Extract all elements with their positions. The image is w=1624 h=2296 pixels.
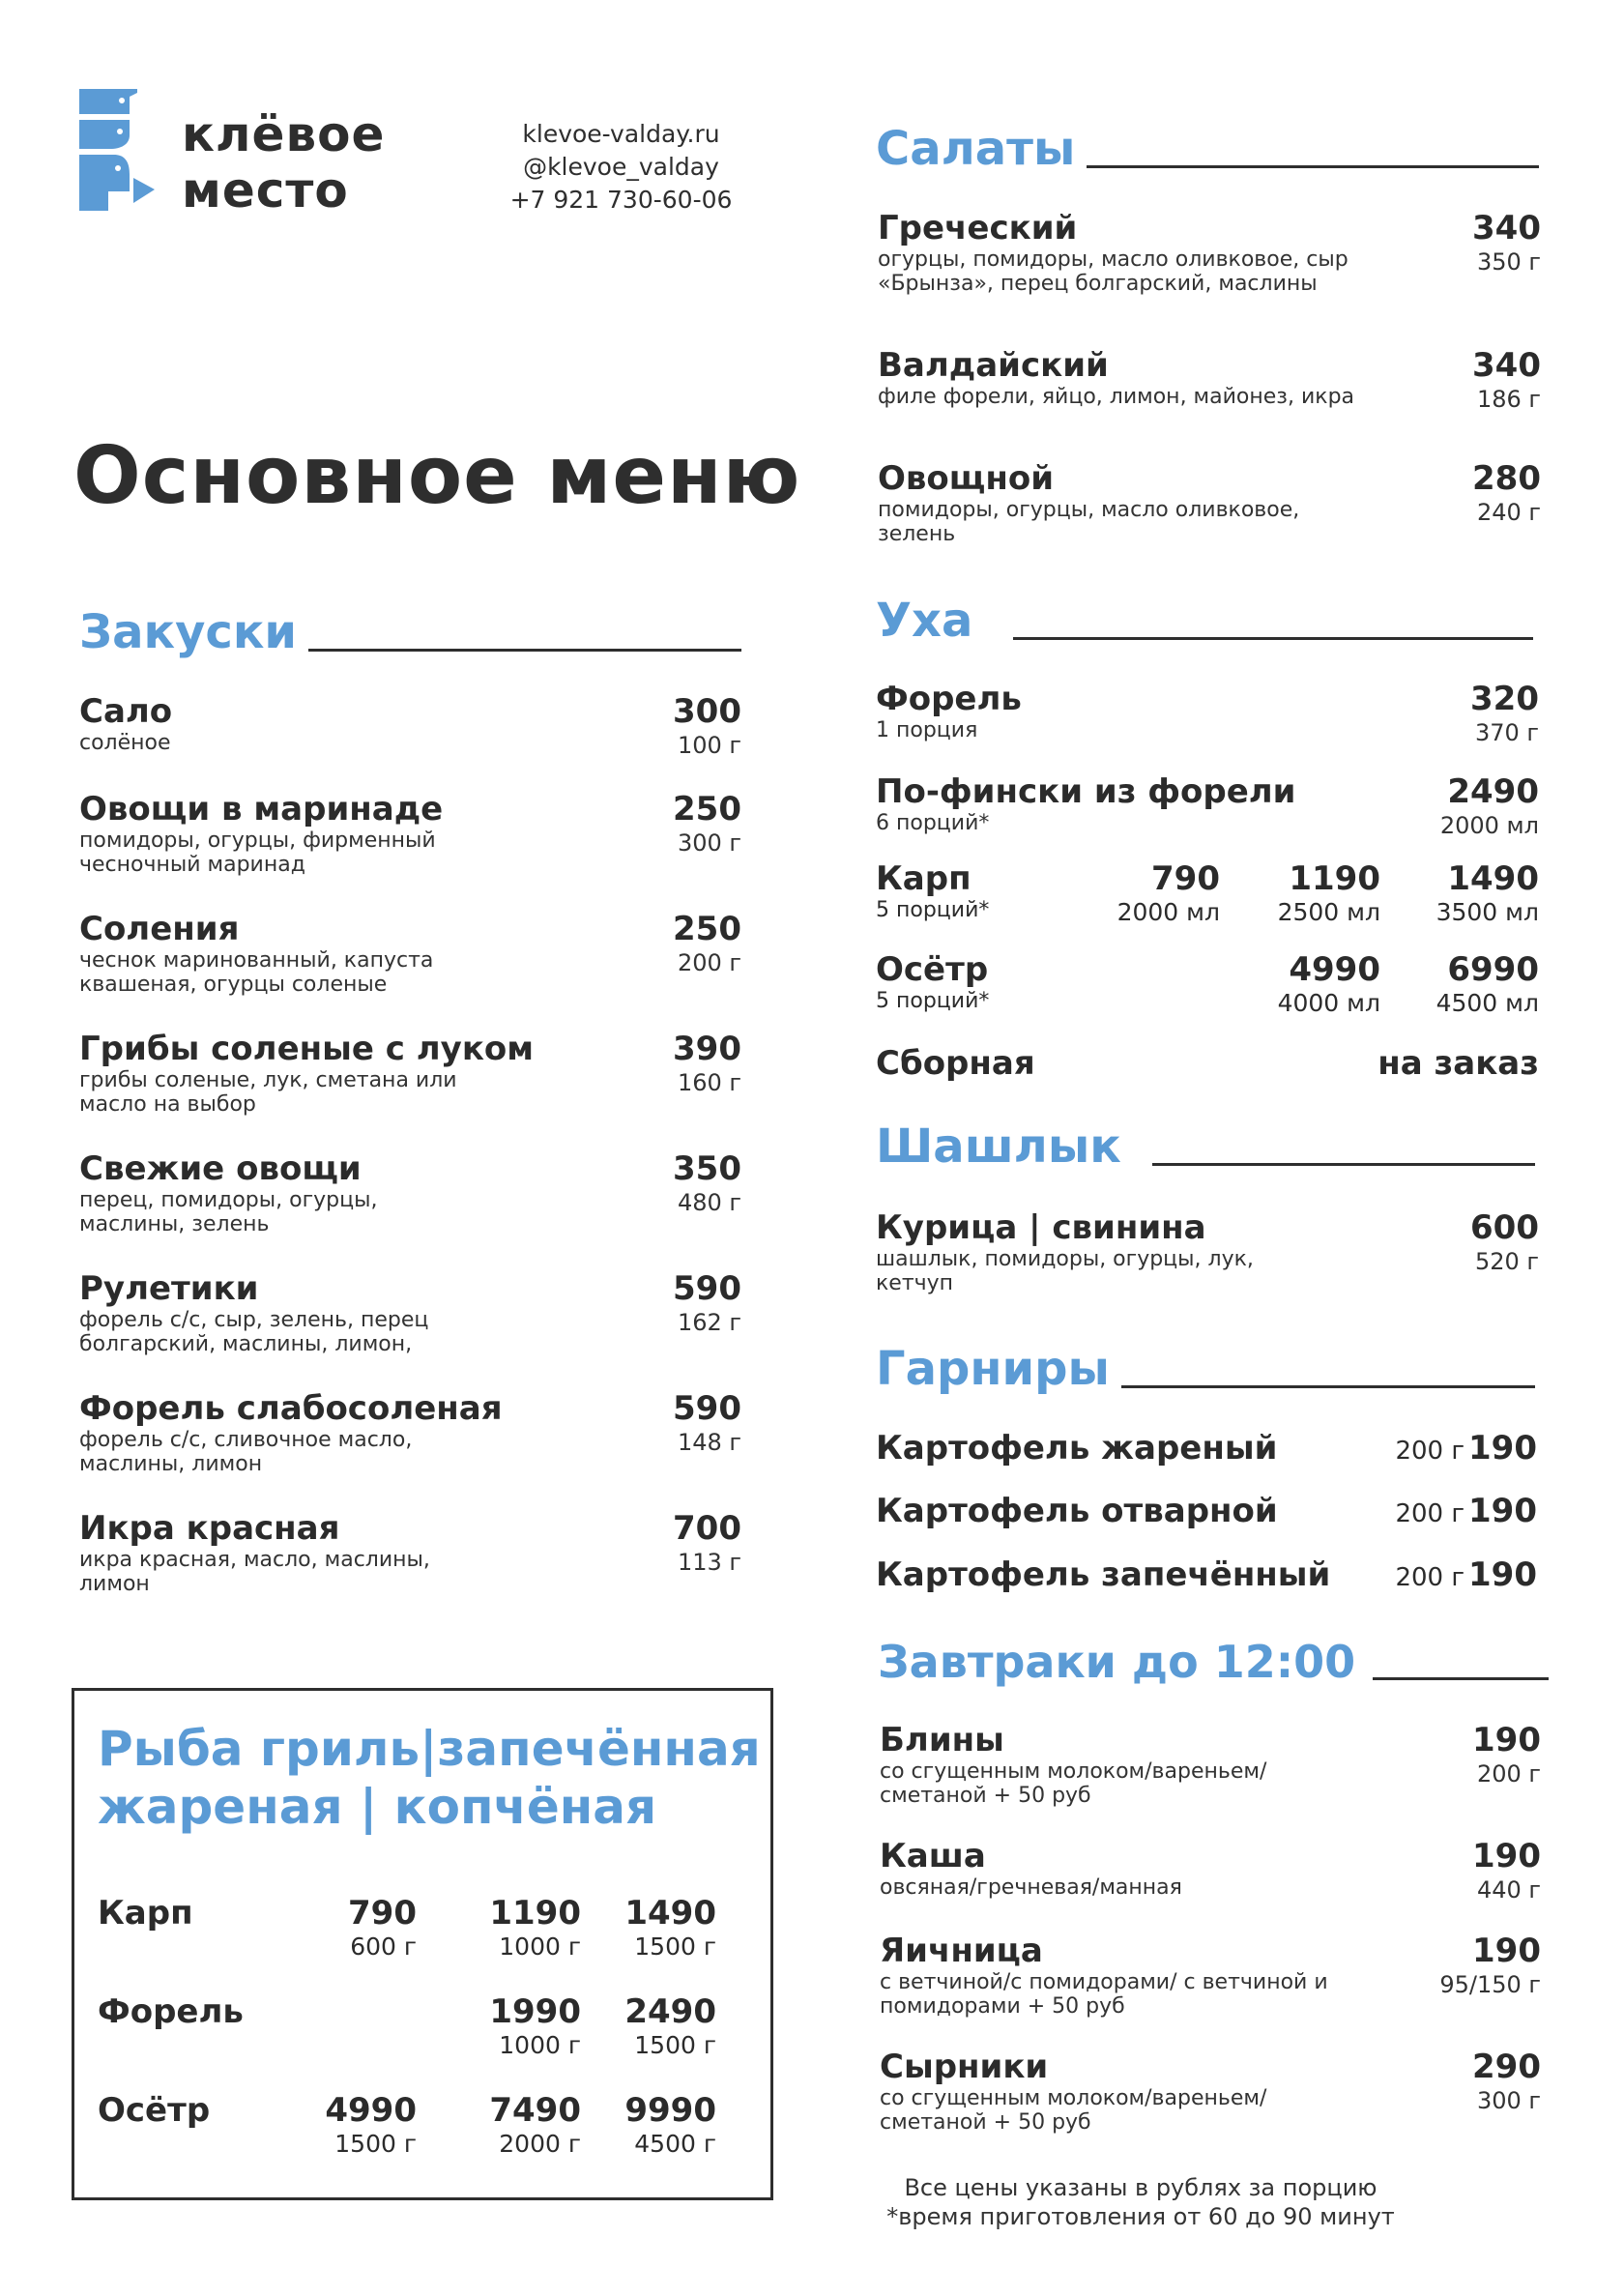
item-name: Карп (876, 859, 972, 898)
section-title: Шашлык (876, 1119, 1121, 1174)
menu-item (878, 209, 1541, 296)
item-name: Яичница (880, 1932, 1043, 1970)
item-price: 190 (1468, 1555, 1537, 1594)
menu-item (79, 692, 741, 760)
item-desc: перец, помидоры, огурцы, маслины, зелень (79, 1188, 378, 1236)
item-name: Картофель запечённый (876, 1555, 1331, 1594)
item-weight: 350 г (1476, 248, 1541, 276)
garnish-item (876, 1555, 1537, 1594)
price-cell (417, 1894, 581, 1962)
item-price: 190 (1468, 1492, 1537, 1530)
item-weight: 2000 мл (1439, 812, 1539, 839)
section-title: Закуски (79, 605, 298, 659)
item-price: 320 (1470, 680, 1539, 718)
price-cell (1380, 859, 1539, 927)
item-name: Овощной (878, 459, 1055, 498)
item-price: 250 (673, 790, 741, 828)
item-desc: 5 порций* (876, 989, 990, 1013)
menu-item (876, 772, 1539, 840)
item-desc: со сгущенным молоком/вареньем/ сметаной + 50 руб (880, 1759, 1267, 1808)
cell-price: 1990 (489, 1992, 581, 2031)
item-name: Икра красная (79, 1509, 340, 1548)
section-heading-garnish (876, 1342, 1535, 1396)
section-title: Уха (876, 594, 973, 648)
price-cell (1380, 950, 1539, 1018)
item-desc: 6 порций* (876, 811, 990, 835)
price-cell (417, 1992, 581, 2060)
cell-weight: 1000 г (499, 2031, 581, 2059)
item-desc: 1 порция (876, 718, 978, 742)
item-weight: 300 г (1476, 2087, 1541, 2114)
cell-weight: 2000 г (499, 2130, 581, 2158)
item-weight: 148 г (677, 1429, 741, 1456)
cell-weight: 1000 г (499, 1933, 581, 1961)
item-weight: 186 г (1476, 386, 1541, 413)
menu-item (79, 1149, 741, 1236)
item-weight: 100 г (677, 732, 741, 759)
fish-name: Карп (98, 1894, 193, 1933)
menu-item (79, 790, 741, 877)
item-price: на заказ (1378, 1044, 1539, 1083)
section-title: Завтраки до 12:00 (878, 1636, 1356, 1688)
section-heading-shashlik (876, 1119, 1535, 1174)
brand-name (182, 106, 385, 218)
item-weight: 200 г (677, 949, 741, 976)
item-weight: 200 г (1476, 1760, 1541, 1787)
item-name: Курица | свинина (876, 1208, 1206, 1247)
menu-item (79, 1509, 741, 1596)
divider (1152, 1163, 1535, 1166)
item-price: 590 (673, 1389, 741, 1428)
cell-weight: 3500 мл (1436, 898, 1539, 926)
cell-price: 6990 (1447, 950, 1539, 989)
cell-weight: 2000 мл (1116, 898, 1220, 926)
divider (1373, 1677, 1549, 1680)
item-name: Свежие овощи (79, 1149, 362, 1188)
item-name: По-фински из форели (876, 772, 1296, 811)
cell-price: 7490 (489, 2091, 581, 2130)
cell-price: 4990 (325, 2091, 417, 2130)
item-weight: 480 г (677, 1189, 741, 1216)
item-name: Рулетики (79, 1269, 259, 1308)
divider (1121, 1385, 1535, 1388)
price-cell (281, 2091, 417, 2159)
item-desc: 5 порций* (876, 898, 990, 922)
item-price: 290 (1472, 2048, 1541, 2086)
item-desc: солёное (79, 731, 171, 755)
item-desc: шашлык, помидоры, огурцы, лук, кетчуп (876, 1247, 1254, 1295)
item-price: 190 (1472, 1721, 1541, 1759)
divider (1087, 165, 1539, 168)
fish-row (98, 2091, 716, 2159)
price-cell (1220, 859, 1380, 927)
menu-item (880, 2048, 1541, 2135)
cell-price: 2490 (624, 1992, 716, 2031)
section-title: Салаты (876, 122, 1076, 176)
item-name: Картофель жареный (876, 1429, 1278, 1468)
brand-line-2: место (182, 162, 349, 218)
item-price: 300 (673, 692, 741, 731)
menu-item (880, 1721, 1541, 1808)
cell-weight: 2500 мл (1277, 898, 1380, 926)
divider (1013, 637, 1533, 640)
cell-price: 1190 (1289, 859, 1380, 898)
fish-grill-box (72, 1688, 773, 2200)
section-title: Гарниры (876, 1342, 1110, 1396)
item-weight: 95/150 г (1439, 1971, 1541, 1998)
item-desc: овсяная/гречневая/манная (880, 1875, 1182, 1900)
contact-site[interactable]: klevoe-valday.ru (522, 120, 720, 148)
item-weight: 520 г (1474, 1248, 1539, 1275)
item-name: Валдайский (878, 346, 1109, 385)
item-desc: со сгущенным молоком/вареньем/ сметаной + 50 руб (880, 2086, 1267, 2135)
fish-name: Осётр (98, 2091, 211, 2130)
menu-item (876, 1044, 1539, 1083)
contact-phone[interactable]: +7 921 730-60-06 (509, 186, 733, 214)
item-name: Грибы соленые с луком (79, 1030, 535, 1068)
item-name: Сырники (880, 2048, 1049, 2086)
page-title: Основное меню (73, 430, 801, 522)
menu-item (79, 1030, 741, 1117)
item-weight: 160 г (677, 1069, 741, 1096)
menu-item (878, 346, 1541, 414)
fish-row (98, 1894, 716, 1962)
contacts (503, 118, 740, 217)
garnish-item (876, 1492, 1537, 1530)
menu-item (79, 910, 741, 997)
menu-item (878, 459, 1541, 546)
item-price: 190 (1468, 1429, 1537, 1468)
item-name: Каша (880, 1837, 986, 1875)
item-price: 250 (673, 910, 741, 948)
cell-weight: 4000 мл (1277, 989, 1380, 1017)
item-desc: чеснок маринованный, капуста квашеная, огурцы соленые (79, 948, 434, 997)
item-price: 190 (1472, 1837, 1541, 1875)
brand-line-1: клёвое (182, 106, 386, 162)
footer-line-1: Все цены указаны в рублях за порцию (904, 2174, 1378, 2201)
item-desc: помидоры, огурцы, масло оливковое, зелень (878, 498, 1300, 546)
item-weight: 300 г (677, 829, 741, 857)
item-price: 190 (1472, 1932, 1541, 1970)
footer-note (870, 2173, 1411, 2231)
item-desc: филе форели, яйцо, лимон, майонез, икра (878, 385, 1355, 409)
item-weight: 200 г (1395, 1499, 1465, 1528)
fish-name: Форель (98, 1992, 244, 2031)
fish-title-line-2: жареная | копчёная (98, 1779, 657, 1835)
item-price: 280 (1472, 459, 1541, 498)
item-weight: 240 г (1476, 499, 1541, 526)
item-name: Картофель отварной (876, 1492, 1278, 1530)
cell-price: 1490 (1447, 859, 1539, 898)
fish-title (98, 1720, 761, 1836)
menu-item (876, 680, 1539, 747)
item-name: Блины (880, 1721, 1004, 1759)
cell-weight: 4500 мл (1436, 989, 1539, 1017)
price-cell (281, 1894, 417, 1962)
price-cell (417, 2091, 581, 2159)
item-desc: форель с/с, сливочное масло, маслины, лимон (79, 1428, 413, 1476)
item-desc: форель с/с, сыр, зелень, перец болгарский, маслины, лимон, (79, 1308, 429, 1356)
item-desc: икра красная, масло, маслины, лимон (79, 1548, 430, 1596)
item-name: Овощи в маринаде (79, 790, 444, 828)
cell-weight: 600 г (350, 1933, 417, 1961)
menu-item (880, 1932, 1541, 2019)
cell-price: 1190 (489, 1894, 581, 1933)
price-cell (1220, 950, 1380, 1018)
price-cell (581, 1992, 716, 2060)
section-heading-salads (876, 122, 1539, 176)
item-price: 600 (1470, 1208, 1539, 1247)
item-desc: помидоры, огурцы, фирменный чесночный маринад (79, 828, 436, 877)
menu-item (79, 1389, 741, 1476)
item-price: 350 (673, 1149, 741, 1188)
item-desc: огурцы, помидоры, масло оливковое, сыр «Брынза», перец болгарский, маслины (878, 247, 1348, 296)
cell-weight: 1500 г (334, 2130, 417, 2158)
cell-price: 790 (348, 1894, 417, 1933)
item-price: 700 (673, 1509, 741, 1548)
fish-title-line-1: Рыба гриль|запечённая (98, 1721, 761, 1777)
price-cell (581, 1894, 716, 1962)
item-desc: с ветчиной/с помидорами/ с ветчиной и помидорами + 50 руб (880, 1970, 1328, 2019)
cell-weight: 4500 г (634, 2130, 716, 2158)
divider (308, 649, 741, 652)
item-weight: 200 г (1395, 1563, 1465, 1592)
menu-item (79, 1269, 741, 1356)
item-weight: 440 г (1476, 1876, 1541, 1904)
item-price: 390 (673, 1030, 741, 1068)
footer-line-2: *время приготовления от 60 до 90 минут (886, 2203, 1395, 2230)
item-desc: грибы соленые, лук, сметана или масло на выбор (79, 1068, 457, 1117)
price-cell (1065, 859, 1220, 927)
cell-weight: 1500 г (634, 1933, 716, 1961)
menu-item (876, 1208, 1539, 1295)
item-name: Сало (79, 692, 173, 731)
menu-item (880, 1837, 1541, 1904)
item-price: 340 (1472, 209, 1541, 247)
item-name: Греческий (878, 209, 1078, 247)
item-name: Сборная (876, 1044, 1035, 1083)
item-weight: 113 г (677, 1549, 741, 1576)
price-cell (581, 2091, 716, 2159)
cell-price: 9990 (624, 2091, 716, 2130)
contact-instagram[interactable]: @klevoe_valday (523, 153, 719, 181)
item-weight: 162 г (677, 1309, 741, 1336)
cell-weight: 1500 г (634, 2031, 716, 2059)
cell-price: 790 (1151, 859, 1220, 898)
item-price: 590 (673, 1269, 741, 1308)
fish-row (98, 1992, 716, 2060)
item-price: 2490 (1447, 772, 1539, 811)
section-heading-uha (876, 594, 1533, 648)
item-name: Соления (79, 910, 240, 948)
item-name: Форель слабосоленая (79, 1389, 503, 1428)
section-heading-breakfast (878, 1636, 1549, 1688)
item-price: 340 (1472, 346, 1541, 385)
item-name: Осётр (876, 950, 989, 989)
menu-item-multi (876, 859, 1539, 927)
item-weight: 200 г (1395, 1437, 1465, 1466)
cell-price: 4990 (1289, 950, 1380, 989)
menu-item-multi (876, 950, 1539, 1018)
section-heading-zakuski (79, 605, 741, 659)
logo-fish-icon (73, 85, 157, 211)
cell-price: 1490 (624, 1894, 716, 1933)
item-weight: 370 г (1474, 719, 1539, 746)
item-name: Форель (876, 680, 1022, 718)
garnish-item (876, 1429, 1537, 1468)
